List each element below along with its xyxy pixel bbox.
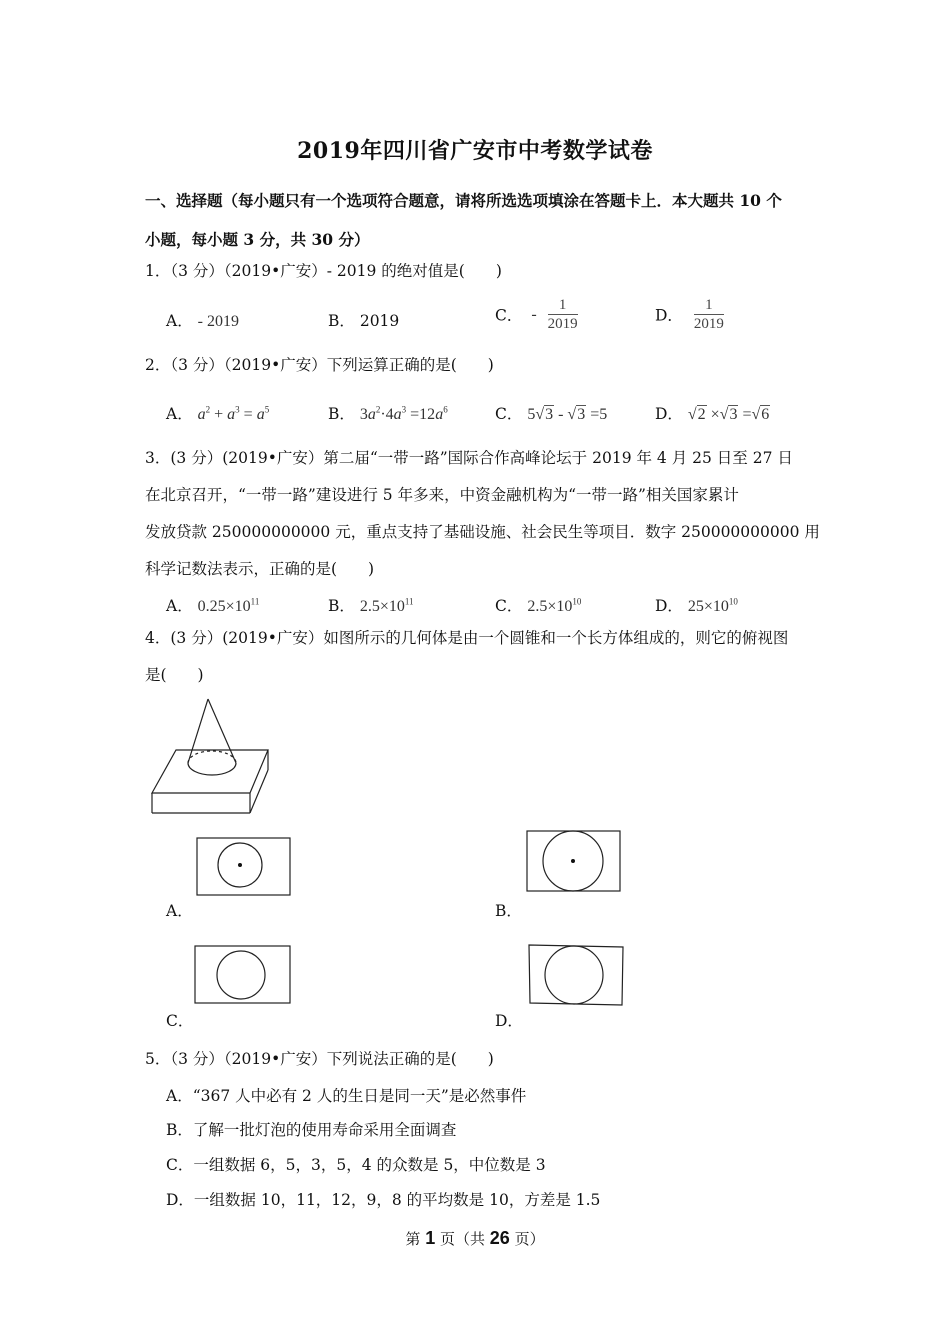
q3-option-a-coef: 0.25×10	[197, 598, 251, 615]
q4-option-d-label[interactable]: D．	[495, 1012, 523, 1030]
q1-option-d[interactable]	[655, 296, 724, 333]
q3-option-a-value	[198, 598, 260, 615]
q1-option-d-label: D．	[655, 306, 683, 325]
q3-option-b-coef: 2.5×10	[359, 598, 405, 615]
q4-option-b-label[interactable]: B．	[495, 902, 522, 920]
q3-option-c-value	[527, 598, 581, 615]
q3-option-c-coef: 2.5×10	[527, 598, 573, 615]
footer-middle: 页（共	[435, 1230, 490, 1248]
q1-option-c-denominator: 2019	[547, 316, 578, 332]
question-4-line1: 4．(3 分）(2019•广安）如图所示的几何体是由一个圆锥和一个长方体组成的，则它的俯视图	[145, 629, 789, 647]
question-2-stem: 2．（3 分）（2019•广安）下列运算正确的是( )	[145, 356, 494, 374]
q1-option-c-sign: -	[531, 305, 537, 323]
q4-option-d-figure[interactable]	[528, 943, 626, 1007]
q3-option-b-label: B．	[328, 597, 355, 615]
q1-option-a[interactable]	[166, 309, 239, 331]
q3-option-a[interactable]	[166, 594, 259, 616]
q3-option-b[interactable]	[328, 594, 414, 616]
q2-option-d-label: D．	[655, 405, 683, 423]
q3-option-c-exp: 10	[572, 596, 582, 607]
q1-option-b-value: 2019	[359, 312, 400, 330]
q3-option-d-label: D．	[655, 597, 683, 615]
q3-option-a-label: A．	[166, 597, 193, 615]
footer-suffix: 页）	[509, 1230, 545, 1248]
q3-option-d-value	[688, 598, 738, 615]
question-3-line3: 发放贷款 250000000000 元，重点支持了基础设施、社会民生等项目．数字 250000000000 用	[145, 523, 820, 541]
question-4-line2: 是( )	[145, 666, 204, 684]
q2-option-a[interactable]	[166, 402, 269, 424]
q4-option-c-label[interactable]: C．	[166, 1012, 194, 1030]
q4-solid-figure	[150, 695, 270, 815]
q1-option-c[interactable]	[495, 296, 578, 333]
question-3-line4: 科学记数法表示，正确的是( )	[145, 560, 375, 578]
q1-option-b[interactable]	[328, 309, 399, 331]
page-footer	[0, 1228, 950, 1249]
footer-prefix: 第	[405, 1230, 426, 1248]
q3-option-b-value	[360, 598, 414, 615]
q4-option-a-figure[interactable]	[196, 837, 292, 897]
q2-option-c-expression: 5√3 - √3 =5	[527, 406, 608, 423]
q5-option-a[interactable]: A．“367 人中必有 2 人的生日是同一天”是必然事件	[166, 1087, 527, 1105]
q4-option-c-figure[interactable]	[194, 945, 292, 1005]
q3-option-b-exp: 11	[404, 596, 414, 607]
q2-option-a-label: A．	[166, 405, 193, 423]
q1-option-c-numerator: 1	[548, 296, 578, 315]
q1-option-c-label: C．	[495, 306, 523, 325]
q3-option-a-exp: 11	[250, 596, 260, 607]
q2-option-a-expression: $a^2 + a^3 = a^5$	[197, 404, 270, 423]
q3-option-c[interactable]	[495, 594, 581, 616]
q5-option-d[interactable]: D．一组数据 10，11，12，9，8 的平均数是 10，方差是 1.5	[166, 1191, 601, 1209]
q4-option-b-figure[interactable]	[526, 830, 622, 894]
q1-option-c-fraction	[548, 296, 578, 333]
q2-option-c-label: C．	[495, 405, 523, 423]
q3-option-c-label: C．	[495, 597, 523, 615]
q5-option-c[interactable]: C．一组数据 6，5，3，5，4 的众数是 5，中位数是 3	[166, 1156, 546, 1174]
q2-option-d-expression: √2 ×√3 =√6	[687, 406, 770, 423]
q1-option-d-denominator: 2019	[693, 316, 724, 332]
q2-option-b-label: B．	[328, 405, 355, 423]
q2-option-c[interactable]	[495, 402, 607, 424]
q2-option-b-expression: $3a^2\cdot 4a^3 =12a^6$	[359, 404, 448, 423]
q3-option-d-exp: 10	[728, 596, 738, 607]
page-title: 2019年四川省广安市中考数学试卷	[297, 138, 653, 164]
q1-option-a-value: - 2019	[197, 313, 239, 330]
q3-option-d-coef: 25×10	[687, 598, 729, 615]
question-5-stem: 5．（3 分）（2019•广安）下列说法正确的是( )	[145, 1050, 494, 1068]
q1-option-d-numerator: 1	[694, 296, 724, 315]
q1-option-d-fraction	[694, 296, 724, 333]
q4-option-a-label[interactable]: A．	[166, 902, 193, 920]
q3-option-d[interactable]	[655, 594, 738, 616]
q1-option-b-label: B．	[328, 312, 355, 330]
q2-option-b[interactable]	[328, 402, 448, 424]
section-heading-line1: 一、选择题（每小题只有一个选项符合题意，请将所选选项填涂在答题卡上．本大题共 10 个	[145, 191, 782, 210]
q5-option-b[interactable]: B．了解一批灯泡的使用寿命采用全面调查	[166, 1121, 457, 1139]
question-1-stem: 1．（3 分）（2019•广安）- 2019 的绝对值是( )	[145, 262, 502, 280]
footer-total-pages: 26	[489, 1228, 510, 1248]
section-heading-line2: 小题，每小题 3 分，共 30 分）	[145, 230, 370, 249]
footer-page-number: 1	[425, 1228, 436, 1248]
question-3-line2: 在北京召开，“一带一路”建设进行 5 年多来，中资金融机构为“一带一路”相关国家累计	[145, 486, 739, 504]
q1-option-a-label: A．	[166, 312, 193, 330]
question-3-line1: 3．(3 分）(2019•广安）第二届“一带一路”国际合作高峰论坛于 2019 年 4 月 25 日至 27 日	[145, 449, 793, 467]
q2-option-d[interactable]	[655, 402, 770, 424]
